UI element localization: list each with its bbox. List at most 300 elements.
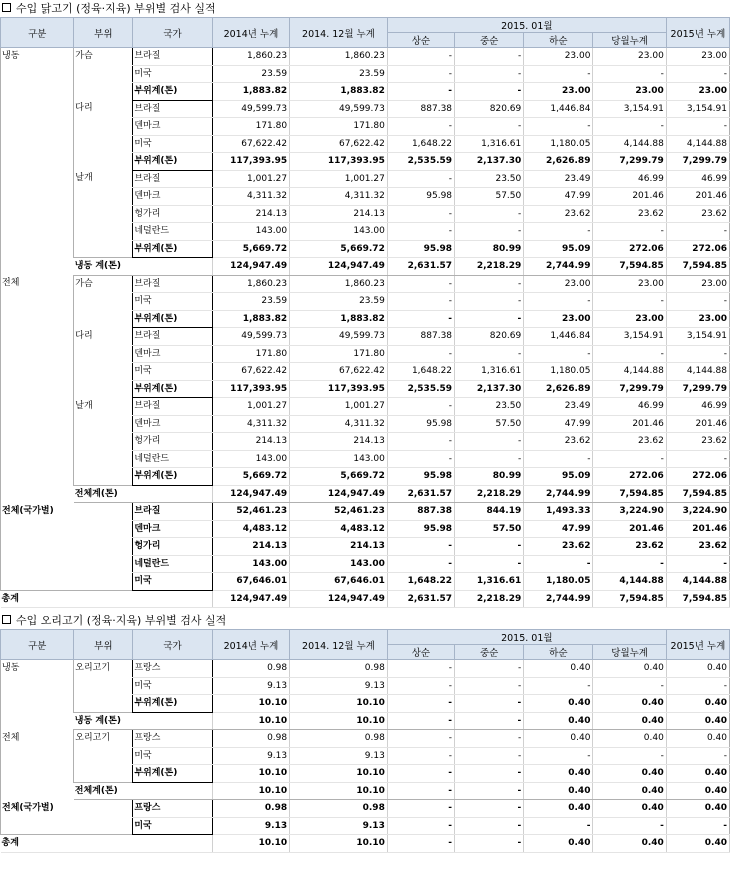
value-cell: -: [387, 48, 454, 66]
value-cell: 0.40: [666, 800, 729, 818]
value-cell: 47.99: [524, 415, 593, 433]
value-cell: 214.13: [212, 433, 289, 451]
value-cell: 0.40: [593, 712, 666, 730]
value-cell: 124,947.49: [212, 590, 289, 608]
value-cell: 272.06: [666, 468, 729, 486]
value-cell: 124,947.49: [290, 485, 388, 503]
value-cell: 7,299.79: [593, 153, 666, 171]
group-total-row: [1, 258, 730, 276]
value-cell: 0.98: [212, 800, 289, 818]
col-header-dec-2014: 2014. 12월 누계: [290, 18, 388, 48]
col-header-jan-2015: 2015. 01월: [387, 630, 666, 645]
group-total-row: [1, 485, 730, 503]
country-total-row: [1, 503, 730, 521]
table-row: [1, 48, 730, 66]
value-cell: 0.40: [593, 835, 666, 853]
country-label: 브라질: [133, 170, 212, 188]
value-cell: 23.62: [666, 538, 729, 556]
value-cell: 214.13: [290, 433, 388, 451]
value-cell: 9.13: [290, 817, 388, 835]
value-cell: 4,483.12: [212, 520, 289, 538]
value-cell: 143.00: [290, 450, 388, 468]
value-cell: 57.50: [455, 520, 524, 538]
value-cell: -: [455, 118, 524, 136]
value-cell: -: [593, 450, 666, 468]
value-cell: 2,744.99: [524, 485, 593, 503]
col-header-gubun: 구분: [1, 18, 74, 48]
value-cell: 47.99: [524, 188, 593, 206]
value-cell: 47.99: [524, 520, 593, 538]
value-cell: -: [387, 310, 454, 328]
value-cell: -: [455, 782, 524, 800]
group-label: 냉동: [1, 660, 74, 730]
value-cell: 124,947.49: [212, 485, 289, 503]
value-cell: 1,446.84: [524, 328, 593, 346]
value-cell: 23.00: [524, 275, 593, 293]
value-cell: 7,299.79: [666, 153, 729, 171]
value-cell: 143.00: [212, 223, 289, 241]
country-label: 미국: [133, 817, 212, 835]
value-cell: 887.38: [387, 100, 454, 118]
country-label: 미국: [133, 573, 212, 591]
value-cell: 0.40: [593, 800, 666, 818]
value-cell: 1,860.23: [290, 275, 388, 293]
header-row: [1, 18, 730, 33]
value-cell: -: [387, 800, 454, 818]
value-cell: 0.40: [593, 765, 666, 783]
country-label: 브라질: [133, 48, 212, 66]
value-cell: -: [666, 65, 729, 83]
value-cell: 95.09: [524, 468, 593, 486]
value-cell: 0.40: [666, 835, 729, 853]
value-cell: 23.62: [524, 538, 593, 556]
value-cell: 4,144.88: [593, 363, 666, 381]
inspection-table: [0, 17, 730, 608]
value-cell: 9.13: [290, 677, 388, 695]
country-label: 헝가리: [133, 538, 212, 556]
col-header-mid: 중순: [455, 33, 524, 48]
value-cell: 3,224.90: [593, 503, 666, 521]
country-label: 네덜란드: [133, 223, 212, 241]
value-cell: -: [455, 555, 524, 573]
value-cell: 67,622.42: [290, 135, 388, 153]
value-cell: 0.40: [666, 660, 729, 678]
value-cell: 272.06: [593, 468, 666, 486]
value-cell: 23.62: [593, 433, 666, 451]
value-cell: 9.13: [212, 817, 289, 835]
value-cell: 820.69: [455, 100, 524, 118]
col-header-part: 부위: [74, 18, 133, 48]
col-header-late: 하순: [524, 645, 593, 660]
country-label: 덴마크: [133, 188, 212, 206]
value-cell: -: [524, 118, 593, 136]
value-cell: -: [455, 205, 524, 223]
value-cell: 0.40: [593, 660, 666, 678]
value-cell: 214.13: [212, 205, 289, 223]
value-cell: 7,299.79: [593, 380, 666, 398]
value-cell: 7,594.85: [666, 258, 729, 276]
value-cell: -: [387, 275, 454, 293]
value-cell: -: [524, 450, 593, 468]
value-cell: 67,622.42: [212, 363, 289, 381]
value-cell: -: [666, 817, 729, 835]
value-cell: -: [455, 65, 524, 83]
value-cell: -: [455, 450, 524, 468]
value-cell: 117,393.95: [290, 380, 388, 398]
value-cell: -: [666, 677, 729, 695]
value-cell: 171.80: [290, 118, 388, 136]
country-label: 헝가리: [133, 205, 212, 223]
value-cell: 23.00: [593, 310, 666, 328]
value-cell: 57.50: [455, 188, 524, 206]
value-cell: -: [387, 747, 454, 765]
table-row: [1, 730, 730, 748]
value-cell: 95.98: [387, 240, 454, 258]
value-cell: 143.00: [212, 450, 289, 468]
value-cell: -: [524, 747, 593, 765]
country-label: 미국: [133, 293, 212, 311]
value-cell: 201.46: [666, 415, 729, 433]
value-cell: 23.00: [666, 310, 729, 328]
subtotal-label: 부위계(톤): [133, 83, 212, 101]
value-cell: 4,144.88: [666, 573, 729, 591]
value-cell: 214.13: [212, 538, 289, 556]
value-cell: 7,594.85: [593, 485, 666, 503]
value-cell: -: [455, 747, 524, 765]
value-cell: 2,218.29: [455, 590, 524, 608]
value-cell: 1,648.22: [387, 573, 454, 591]
value-cell: -: [387, 345, 454, 363]
value-cell: 143.00: [290, 555, 388, 573]
value-cell: -: [387, 118, 454, 136]
value-cell: 23.62: [593, 538, 666, 556]
col-header-2014-total: 2014년 누계: [212, 630, 289, 660]
value-cell: 23.00: [666, 48, 729, 66]
value-cell: -: [455, 712, 524, 730]
subtotal-label: 부위계(톤): [133, 310, 212, 328]
value-cell: -: [524, 677, 593, 695]
value-cell: 0.98: [290, 660, 388, 678]
value-cell: 46.99: [593, 398, 666, 416]
value-cell: 23.00: [593, 83, 666, 101]
table-row: [1, 660, 730, 678]
value-cell: 23.00: [524, 83, 593, 101]
country-label: 미국: [133, 747, 212, 765]
country-label: 브라질: [133, 275, 212, 293]
country-label: 덴마크: [133, 118, 212, 136]
value-cell: 171.80: [212, 118, 289, 136]
country-label: 덴마크: [133, 520, 212, 538]
col-header-country: 국가: [133, 630, 212, 660]
value-cell: -: [387, 83, 454, 101]
value-cell: 0.40: [666, 712, 729, 730]
col-header-2015-total: 2015년 누계: [666, 18, 729, 48]
value-cell: 46.99: [666, 170, 729, 188]
table-row: [1, 170, 730, 188]
value-cell: 3,154.91: [666, 328, 729, 346]
value-cell: 2,535.59: [387, 380, 454, 398]
value-cell: 201.46: [593, 520, 666, 538]
country-label: 브라질: [133, 398, 212, 416]
value-cell: 0.40: [666, 765, 729, 783]
value-cell: 23.59: [290, 65, 388, 83]
value-cell: -: [387, 765, 454, 783]
value-cell: 7,299.79: [666, 380, 729, 398]
value-cell: -: [593, 555, 666, 573]
value-cell: 0.40: [524, 660, 593, 678]
value-cell: 0.98: [290, 800, 388, 818]
value-cell: 5,669.72: [212, 468, 289, 486]
value-cell: 5,669.72: [290, 468, 388, 486]
col-header-early: 상순: [387, 645, 454, 660]
subtotal-label: 부위계(톤): [133, 380, 212, 398]
value-cell: -: [524, 817, 593, 835]
value-cell: -: [524, 223, 593, 241]
by-country-label: 전체(국가별): [1, 800, 133, 835]
value-cell: 23.62: [524, 433, 593, 451]
country-label: 미국: [133, 677, 212, 695]
col-header-2015-total: 2015년 누계: [666, 630, 729, 660]
value-cell: 7,594.85: [666, 590, 729, 608]
value-cell: 143.00: [212, 555, 289, 573]
value-cell: 272.06: [666, 240, 729, 258]
value-cell: 46.99: [593, 170, 666, 188]
value-cell: 1,883.82: [212, 310, 289, 328]
value-cell: 201.46: [593, 188, 666, 206]
value-cell: 272.06: [593, 240, 666, 258]
value-cell: 23.49: [524, 170, 593, 188]
value-cell: 80.99: [455, 240, 524, 258]
value-cell: 117,393.95: [212, 380, 289, 398]
value-cell: -: [455, 275, 524, 293]
value-cell: 0.40: [593, 782, 666, 800]
value-cell: -: [387, 835, 454, 853]
country-total-row: [1, 800, 730, 818]
value-cell: 0.40: [524, 695, 593, 713]
value-cell: 0.40: [524, 712, 593, 730]
value-cell: 10.10: [290, 695, 388, 713]
value-cell: 0.40: [524, 782, 593, 800]
group-label: 전체: [1, 275, 74, 503]
value-cell: -: [593, 223, 666, 241]
value-cell: 3,224.90: [666, 503, 729, 521]
country-label: 덴마크: [133, 415, 212, 433]
country-label: 헝가리: [133, 433, 212, 451]
value-cell: -: [387, 695, 454, 713]
value-cell: 1,001.27: [290, 398, 388, 416]
value-cell: -: [666, 223, 729, 241]
value-cell: -: [455, 817, 524, 835]
value-cell: 1,316.61: [455, 573, 524, 591]
value-cell: 1,648.22: [387, 363, 454, 381]
group-total-label: 냉동 계(톤): [74, 258, 212, 276]
value-cell: -: [455, 433, 524, 451]
grand-total-label: 총계: [1, 835, 213, 853]
value-cell: 10.10: [290, 765, 388, 783]
value-cell: 0.40: [524, 730, 593, 748]
grand-total-row: [1, 590, 730, 608]
value-cell: 95.98: [387, 520, 454, 538]
value-cell: -: [387, 205, 454, 223]
value-cell: -: [455, 800, 524, 818]
value-cell: 10.10: [212, 782, 289, 800]
col-header-mid: 중순: [455, 645, 524, 660]
value-cell: 4,311.32: [212, 188, 289, 206]
value-cell: 0.40: [666, 782, 729, 800]
col-header-month-total: 당월누계: [593, 645, 666, 660]
value-cell: -: [524, 555, 593, 573]
subtotal-label: 부위계(톤): [133, 240, 212, 258]
col-header-country: 국가: [133, 18, 212, 48]
country-label: 브라질: [133, 503, 212, 521]
value-cell: 1,493.33: [524, 503, 593, 521]
value-cell: 95.09: [524, 240, 593, 258]
value-cell: 0.40: [593, 730, 666, 748]
value-cell: -: [387, 170, 454, 188]
group-label: 전체: [1, 730, 74, 800]
country-label: 브라질: [133, 328, 212, 346]
value-cell: -: [593, 293, 666, 311]
value-cell: -: [666, 293, 729, 311]
value-cell: 1,180.05: [524, 135, 593, 153]
value-cell: 0.40: [666, 695, 729, 713]
value-cell: 23.00: [593, 48, 666, 66]
value-cell: -: [387, 555, 454, 573]
value-cell: 57.50: [455, 415, 524, 433]
table-row: [1, 328, 730, 346]
value-cell: -: [666, 747, 729, 765]
value-cell: 887.38: [387, 328, 454, 346]
value-cell: -: [387, 782, 454, 800]
value-cell: -: [455, 293, 524, 311]
value-cell: 171.80: [290, 345, 388, 363]
value-cell: 23.00: [524, 310, 593, 328]
value-cell: -: [593, 345, 666, 363]
value-cell: -: [593, 817, 666, 835]
grand-total-label: 총계: [1, 590, 213, 608]
value-cell: 4,311.32: [290, 415, 388, 433]
part-label: 다리: [74, 100, 133, 170]
value-cell: 3,154.91: [593, 328, 666, 346]
value-cell: -: [593, 747, 666, 765]
value-cell: 4,311.32: [290, 188, 388, 206]
value-cell: 67,622.42: [290, 363, 388, 381]
section-title-text: 수입 닭고기 (정육·지육) 부위별 검사 실적: [16, 2, 216, 15]
value-cell: 0.40: [524, 835, 593, 853]
part-label: 다리: [74, 328, 133, 398]
value-cell: -: [387, 293, 454, 311]
value-cell: -: [455, 538, 524, 556]
col-header-late: 하순: [524, 33, 593, 48]
value-cell: 23.50: [455, 398, 524, 416]
value-cell: 10.10: [290, 782, 388, 800]
value-cell: 0.40: [524, 800, 593, 818]
value-cell: 0.40: [524, 765, 593, 783]
section-title: [0, 612, 730, 629]
value-cell: 1,446.84: [524, 100, 593, 118]
value-cell: 0.98: [290, 730, 388, 748]
value-cell: 214.13: [290, 205, 388, 223]
value-cell: 2,631.57: [387, 590, 454, 608]
value-cell: 2,137.30: [455, 153, 524, 171]
value-cell: 1,860.23: [290, 48, 388, 66]
value-cell: 201.46: [593, 415, 666, 433]
value-cell: 1,860.23: [212, 275, 289, 293]
value-cell: 2,218.29: [455, 258, 524, 276]
value-cell: 46.99: [666, 398, 729, 416]
value-cell: 1,001.27: [212, 170, 289, 188]
value-cell: 10.10: [212, 765, 289, 783]
col-header-dec-2014: 2014. 12월 누계: [290, 630, 388, 660]
value-cell: -: [455, 765, 524, 783]
value-cell: 214.13: [290, 538, 388, 556]
value-cell: 117,393.95: [290, 153, 388, 171]
value-cell: -: [524, 293, 593, 311]
value-cell: 2,218.29: [455, 485, 524, 503]
value-cell: 10.10: [212, 712, 289, 730]
value-cell: 2,137.30: [455, 380, 524, 398]
value-cell: 4,144.88: [593, 135, 666, 153]
value-cell: -: [387, 660, 454, 678]
value-cell: 201.46: [666, 520, 729, 538]
col-header-2014-total: 2014년 누계: [212, 18, 289, 48]
value-cell: -: [524, 65, 593, 83]
value-cell: 52,461.23: [290, 503, 388, 521]
value-cell: 887.38: [387, 503, 454, 521]
subtotal-label: 부위계(톤): [133, 468, 212, 486]
table-row: [1, 100, 730, 118]
value-cell: 67,646.01: [212, 573, 289, 591]
section-title: [0, 0, 730, 17]
value-cell: 1,180.05: [524, 363, 593, 381]
header-row: [1, 630, 730, 645]
value-cell: 4,144.88: [666, 363, 729, 381]
value-cell: -: [387, 730, 454, 748]
value-cell: -: [524, 345, 593, 363]
country-label: 프랑스: [133, 660, 212, 678]
value-cell: -: [455, 310, 524, 328]
value-cell: -: [455, 677, 524, 695]
value-cell: -: [387, 433, 454, 451]
checkbox-square-icon: [2, 3, 11, 12]
part-label: 가슴: [74, 48, 133, 101]
value-cell: 2,626.89: [524, 380, 593, 398]
value-cell: 1,316.61: [455, 363, 524, 381]
value-cell: 2,535.59: [387, 153, 454, 171]
value-cell: 4,144.88: [666, 135, 729, 153]
group-total-row: [1, 782, 730, 800]
value-cell: 10.10: [212, 835, 289, 853]
value-cell: 0.40: [593, 695, 666, 713]
value-cell: 124,947.49: [290, 590, 388, 608]
value-cell: 2,631.57: [387, 485, 454, 503]
value-cell: 9.13: [290, 747, 388, 765]
value-cell: -: [666, 345, 729, 363]
part-label: 날개: [74, 398, 133, 486]
value-cell: 23.62: [593, 205, 666, 223]
value-cell: 10.10: [290, 835, 388, 853]
checkbox-square-icon: [2, 615, 11, 624]
part-label: 날개: [74, 170, 133, 258]
country-label: 프랑스: [133, 730, 212, 748]
value-cell: -: [666, 118, 729, 136]
value-cell: 2,744.99: [524, 258, 593, 276]
subtotal-label: 부위계(톤): [133, 153, 212, 171]
value-cell: 2,744.99: [524, 590, 593, 608]
value-cell: 49,599.73: [212, 328, 289, 346]
value-cell: -: [387, 65, 454, 83]
group-total-label: 전체계(톤): [74, 782, 212, 800]
